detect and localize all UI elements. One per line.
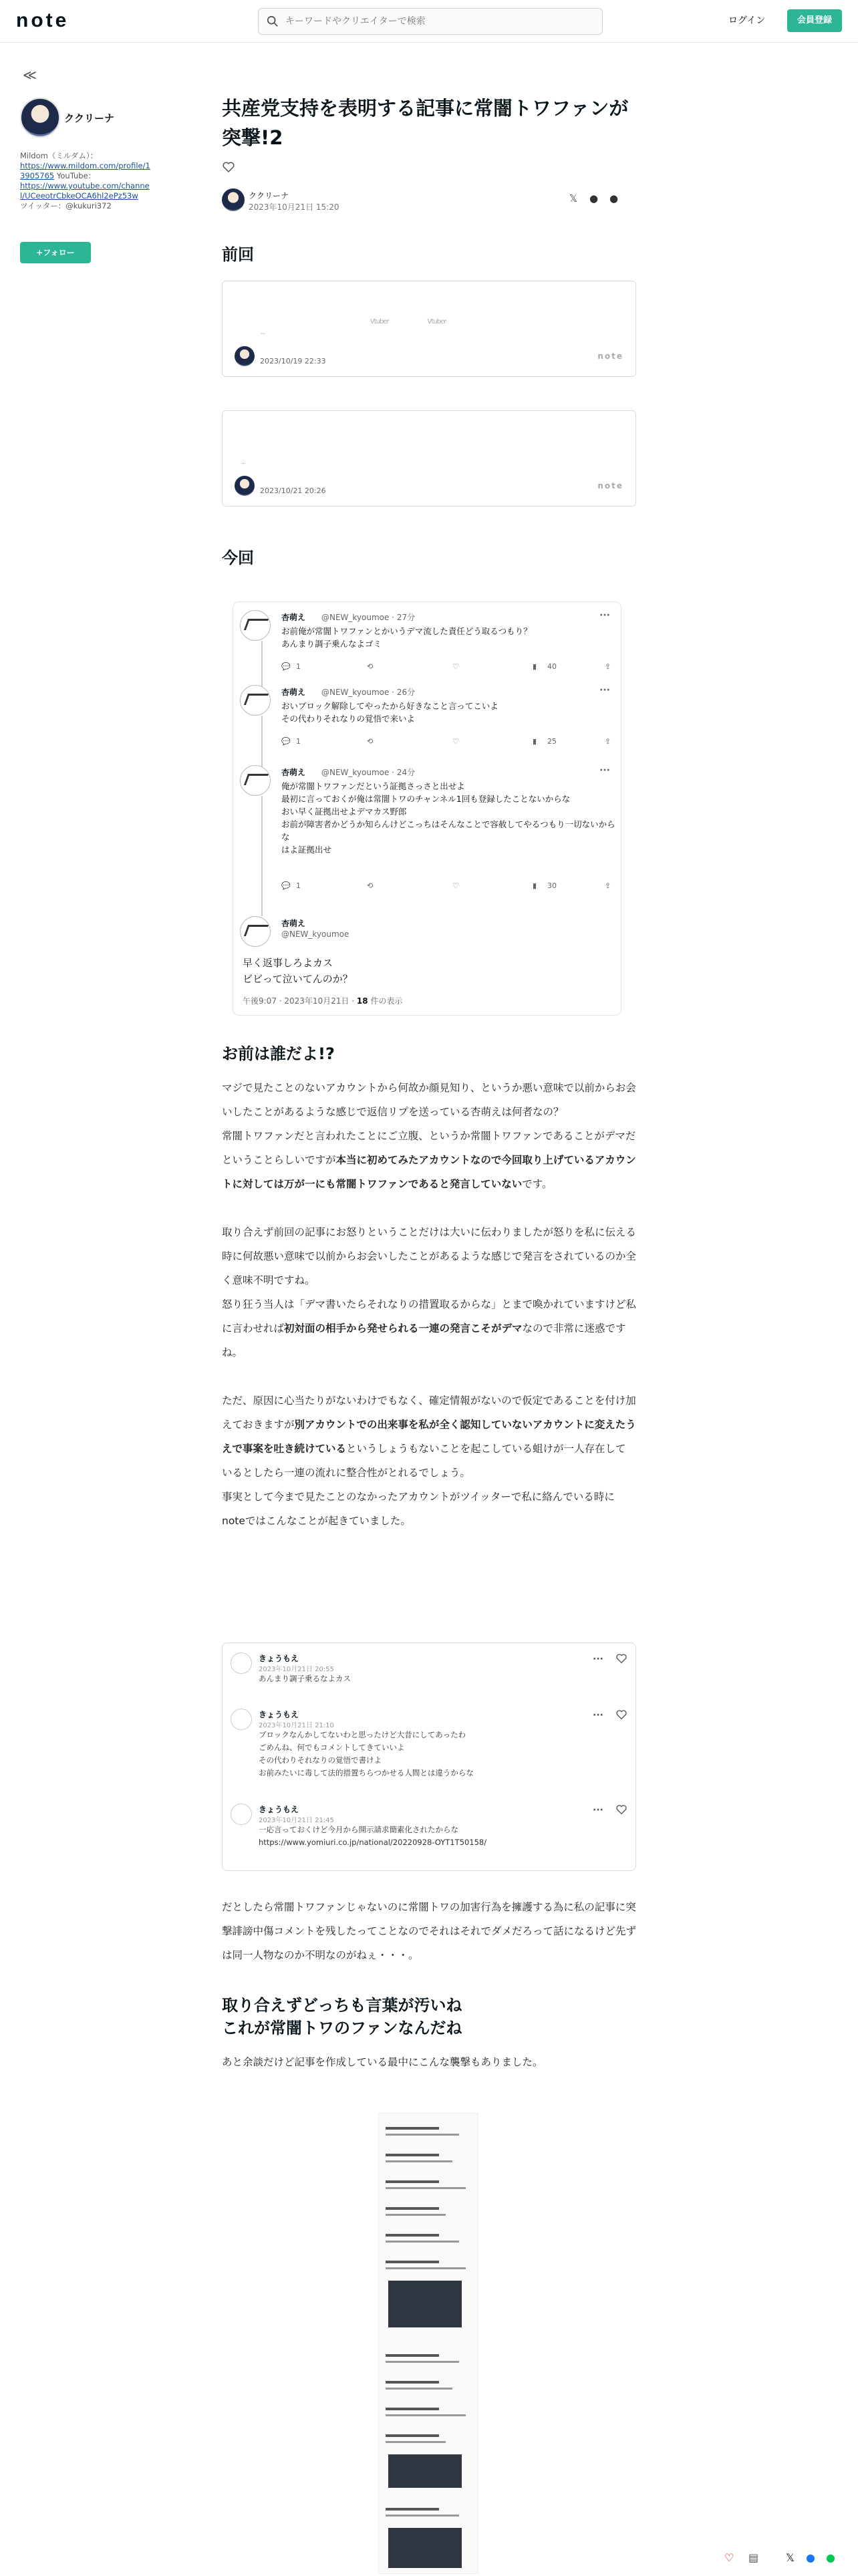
retweet-icon[interactable]: ⟲: [367, 881, 374, 890]
tweet-text: お前俺が常闇トワファンとかいうデマ流した責任どう取るつもり？ あんまり調子乗んなよゴミ: [281, 626, 532, 649]
card-date: 2023/10/21 20:26: [260, 486, 326, 495]
tweet-text: 早く返事しろよカス ビビって泣いてんのか？: [243, 957, 353, 985]
line-share-icon[interactable]: ●: [609, 192, 619, 204]
card-author: [235, 346, 623, 370]
card-note-logo: note: [597, 481, 623, 490]
tweet[interactable]: [240, 765, 614, 899]
tweet-time: 午後9:07 · 2023年10月21日 ·: [243, 996, 357, 1006]
magazine-icon[interactable]: ▤: [748, 2551, 759, 2564]
tweet-meta: [243, 995, 402, 1006]
comment-text: ブロックなんかしてないわと思ったけど大昔にしてあったわ ごめんね、何でもコメントしてきていいよ その代わりそれなりの覚悟で書けよ お前みたいに毒して法的措置ちらつかせる人間とは違うからな: [259, 1730, 474, 1777]
reply-count: 1: [296, 662, 301, 671]
bold-text: 本当に初めてみたアカウントなので今回取り上げているアカウントに対しては万が一にも常闇トワファンであると発言していない: [222, 1154, 636, 1190]
views-icon[interactable]: ▮: [533, 881, 537, 890]
tweet[interactable]: [240, 685, 614, 758]
comment-name[interactable]: きょうもえ: [259, 1805, 299, 1814]
tweet-name[interactable]: 杏萌え: [281, 613, 306, 622]
creator-sidebar: [20, 67, 154, 257]
comment-name[interactable]: きょうもえ: [259, 1710, 299, 1719]
comment-date: 2023年10月21日 21:45: [259, 1817, 334, 1824]
comment-date: 2023年10月21日 21:10: [259, 1722, 334, 1729]
more-icon[interactable]: ···: [599, 685, 610, 696]
tweet-actions: [281, 737, 613, 749]
card-snippet: ㅤㅤㅤㅤㅤㅤㅤㅤㅤㅤㅤㅤㅤㅤㅤㅤㅤㅤㅤㅤㅤㅤㅤㅤㅤㅤㅤㅤㅤㅤㅤㅤㅤㅤㅤㅤㅤㅤㅤㅤㅤㅤㅤㅤㅤㅤㅤㅤㅤㅤㅤㅤㅤㅤㅤㅤㅤㅤㅤㅤ...: [235, 448, 615, 466]
share-icon[interactable]: ⇪: [605, 662, 611, 671]
search-box[interactable]: [258, 8, 603, 35]
facebook-share-icon[interactable]: ●: [589, 192, 599, 204]
more-icon[interactable]: ···: [593, 1710, 603, 1721]
card-title: ㅤㅤㅤㅤㅤㅤㅤㅤㅤㅤㅤㅤㅤㅤㅤㅤㅤㅤㅤㅤㅤㅤㅤㅤㅤㅤ: [235, 296, 453, 306]
bio-link-mildom[interactable]: https://www.mildom.com/profile/13905765: [20, 161, 150, 180]
facebook-share-icon[interactable]: ●: [806, 2551, 815, 2564]
x-share-icon[interactable]: 𝕏: [569, 192, 578, 204]
section-heading-who: お前は誰だよ!?: [222, 1044, 335, 1063]
comment: [231, 1709, 627, 1796]
embedded-screenshot-image[interactable]: [378, 2113, 478, 2574]
bio-text: Mildom（ミルダム）：: [20, 151, 98, 160]
reply-count: 1: [296, 737, 301, 746]
tweet-handle: @NEW_kyoumoe: [281, 929, 349, 939]
retweet-icon[interactable]: ⟲: [367, 662, 374, 671]
bio-text: ツイッター：@kukuri372: [20, 201, 112, 210]
article-body: [222, 1042, 636, 1533]
search-input[interactable]: [285, 9, 593, 34]
collapse-icon[interactable]: ≪: [23, 67, 37, 83]
views-count: 25: [547, 737, 557, 746]
more-icon[interactable]: ···: [593, 1805, 603, 1816]
top-header: [0, 0, 858, 43]
more-icon[interactable]: ···: [599, 765, 610, 776]
comment-avatar[interactable]: [231, 1804, 252, 1825]
tweet-avatar[interactable]: [240, 685, 271, 716]
paragraph: ただ、原因に心当たりがないわけでもなく、確定情報がないので仮定であることを付け加えておきますが別アカウントでの出来事を私が全く認知していないアカウントに変えたうえで事案を吐き続けているというしょうもないことを起こしている蛆けが一人存在しているとしたら一連の流れに整合性がとれるでしょう。: [222, 1395, 636, 1479]
views-icon[interactable]: ▮: [533, 662, 537, 671]
article-title: 共産党支持を表明する記事に常闇トワファンが突撃!2: [222, 97, 629, 149]
article-body-2: [222, 1895, 636, 2074]
line-share-icon[interactable]: ●: [826, 2551, 835, 2564]
comment: [231, 1653, 627, 1699]
tweet-handle: @NEW_kyoumoe · 27分: [321, 613, 416, 622]
comment-date: 2023年10月21日 20:55: [259, 1666, 334, 1673]
bold-text: 別アカウントでの出来事を私が全く認知していないアカウントに変えたうえで事案を吐き続けている: [222, 1419, 636, 1455]
paragraph: あと余談だけど記事を作成している最中にこんな襲撃もありました。: [222, 2056, 543, 2068]
bold-text: 初対面の相手から発せられる一連の発言こそがデマ: [284, 1322, 523, 1334]
card-author-name: ㅤㅤㅤ: [260, 480, 279, 487]
share-icon[interactable]: ⇪: [605, 737, 611, 746]
search-icon: [267, 15, 279, 27]
note-logo[interactable]: note: [16, 9, 69, 31]
card-snippet: ㅤㅤㅤㅤㅤㅤㅤㅤㅤㅤㅤㅤㅤㅤㅤㅤㅤㅤㅤㅤㅤVtuberㅤㅤㅤㅤㅤㅤVtuberㅤㅤㅤㅤㅤㅤㅤㅤㅤㅤㅤㅤㅤㅤㅤㅤㅤㅤㅤㅤㅤㅤㅤㅤㅤㅤㅤㅤㅤㅤㅤ...: [235, 318, 621, 336]
tweet[interactable]: [240, 610, 614, 684]
share-icon[interactable]: ⇪: [605, 881, 611, 890]
comment-text: あんまり調子乗るなよカス: [259, 1674, 351, 1683]
tweet-views-num: 18: [356, 996, 368, 1006]
card-date: 2023/10/19 22:33: [260, 357, 326, 366]
like-heart-icon[interactable]: [222, 160, 235, 174]
like-icon[interactable]: ♡: [452, 881, 459, 890]
card-title: ㅤㅤㅤㅤㅤㅤㅤㅤㅤㅤㅤㅤㅤㅤㅤㅤㅤㅤㅤㅤㅤㅤ: [235, 426, 420, 436]
bio-link-youtube[interactable]: https://www.youtube.com/channel/UCeeotrCbkeOCA6hl2ePz53w: [20, 181, 150, 200]
creator-name[interactable]: ククリーナ: [64, 112, 115, 124]
heart-icon[interactable]: [615, 1709, 627, 1721]
comment-text: 一応言っておくけど今月から開示請求簡素化されたからな https://www.yomiuri.co.jp/national/20220928-OYT1T50158/: [259, 1825, 487, 1847]
reply-icon[interactable]: 💬: [281, 737, 291, 746]
bio-text: YouTube：: [54, 171, 96, 180]
paragraph: 取り合えず前回の記事にお怒りということだけは大いに伝わりましたが怒りを私に伝える時に何故悪い意味で以前からお会いしたことがあるような感じで発言をされているのか全く意味不明ですね。: [222, 1226, 637, 1286]
author-name[interactable]: ククリーナ: [249, 191, 289, 200]
heart-icon[interactable]: [615, 1653, 627, 1665]
retweet-icon[interactable]: ⟲: [367, 737, 374, 746]
follow-button[interactable]: +フォロー: [20, 242, 91, 263]
card-author-name: ㅤㅤㅤ: [260, 350, 279, 357]
views-count: 40: [547, 662, 557, 671]
floating-action-bar: [724, 2549, 851, 2569]
paragraph: 怒り狂う当人は「デマ書いたらそれなりの措置取るからな」とまで喚かれていますけど私に言わせれば初対面の相手から発せられる一連の発言こそがデマなので非常に迷惑ですね。: [222, 1298, 637, 1358]
reply-icon[interactable]: 💬: [281, 662, 291, 671]
tweet-text: 俺が常闇トワファンだという証拠さっさと出せよ 最初に言っておくが俺は常闇トワのチャンネル1回も登録したことないからな おい早く証拠出せよデマカス野郎 お前が障害者かどうか知らんけどこっちはそんなことで容赦してやるつもり一切ないからな はよ証拠出せ: [281, 781, 615, 855]
screenshot-thumbnail: [379, 2114, 478, 2573]
comments-embed: [222, 1642, 636, 1871]
embed-card[interactable]: [222, 281, 636, 377]
section-heading-dirty: 取り合えずどっちも言葉が汚いね これが常闇トワのファンなんだね: [222, 1996, 462, 2037]
tweet-text: おいブロック解除してやったから好きなこと言ってこいよ その代わりそれなりの覚悟で来いよ: [281, 701, 498, 724]
paragraph: マジで見たことのないアカウントから何故か顔見知り、というか悪い意味で以前からお会いしたことがあるような感じで返信リプを送っている杏萌えは何者なの？: [222, 1082, 636, 1118]
more-icon[interactable]: ···: [593, 1654, 603, 1665]
reply-icon[interactable]: 💬: [281, 881, 291, 890]
reply-count: 1: [296, 881, 301, 890]
comment-avatar[interactable]: [231, 1709, 252, 1730]
tweet-thread-embed[interactable]: [233, 601, 621, 1016]
article-main: [222, 94, 636, 569]
tweet-avatar[interactable]: [240, 610, 271, 641]
tweet-handle: @NEW_kyoumoe · 24分: [321, 768, 416, 777]
tweet-avatar[interactable]: [240, 765, 271, 796]
x-share-icon[interactable]: 𝕏: [786, 2551, 795, 2564]
heart-icon[interactable]: [615, 1804, 627, 1816]
comment: [231, 1804, 627, 1864]
tweet-avatar[interactable]: [240, 916, 271, 947]
embed-card[interactable]: [222, 410, 636, 507]
card-avatar: [235, 476, 255, 496]
tweet-views-label: 件の表示: [368, 996, 403, 1006]
card-author: [235, 476, 623, 500]
article-date: 2023年10月21日 15:20: [249, 202, 339, 212]
paragraph: 事実として今まで見たことのなかったアカウントがツイッターで私に絡んでいる時にnoteではこんなことが起きていました。: [222, 1491, 615, 1527]
tweet-name[interactable]: 杏萌え: [281, 768, 306, 777]
tweet-handle: @NEW_kyoumoe · 26分: [321, 688, 416, 697]
article-author-row: [222, 187, 636, 221]
main-tweet[interactable]: [240, 916, 614, 1010]
tweet-name[interactable]: 杏萌え: [281, 688, 306, 697]
paragraph: 常闇トワファンだと言われたことにご立腹、というか常闇トワファンであることがデマだということらしいですが本当に初めてみたアカウントなので今回取り上げているアカウントに対しては万が一にも常闇トワファンであると発言していないです。: [222, 1130, 636, 1190]
section-heading-prev: 前回: [222, 245, 254, 264]
author-avatar[interactable]: [222, 188, 245, 211]
views-count: 30: [547, 881, 557, 890]
card-avatar: [235, 346, 255, 366]
creator-avatar[interactable]: [20, 98, 60, 138]
views-icon[interactable]: ▮: [533, 737, 537, 746]
tweet-name[interactable]: 杏萌え: [281, 919, 306, 928]
comment-avatar[interactable]: [231, 1653, 252, 1674]
like-icon[interactable]: ♡: [452, 737, 459, 746]
like-icon[interactable]: ♡: [452, 662, 459, 671]
tweet-actions: [281, 662, 613, 674]
more-icon[interactable]: ···: [599, 610, 610, 621]
login-link[interactable]: ログイン: [728, 15, 766, 26]
section-heading-now: 今回: [222, 549, 254, 567]
comment-name[interactable]: きょうもえ: [259, 1654, 299, 1663]
like-heart-icon[interactable]: ♡: [724, 2551, 734, 2564]
tweet-actions: [281, 881, 613, 893]
paragraph: だとしたら常闇トワファンじゃないのに常闇トワの加害行為を擁護する為に私の記事に突撃誹謗中傷コメントを残したってことなのでそれはそれでダメだろって話になるけど先ずは同一人物なのか不明なのがねぇ・・・。: [222, 1901, 637, 1961]
creator-bio: [20, 151, 154, 211]
card-note-logo: note: [597, 351, 623, 361]
signup-button[interactable]: 会員登録: [787, 9, 842, 32]
